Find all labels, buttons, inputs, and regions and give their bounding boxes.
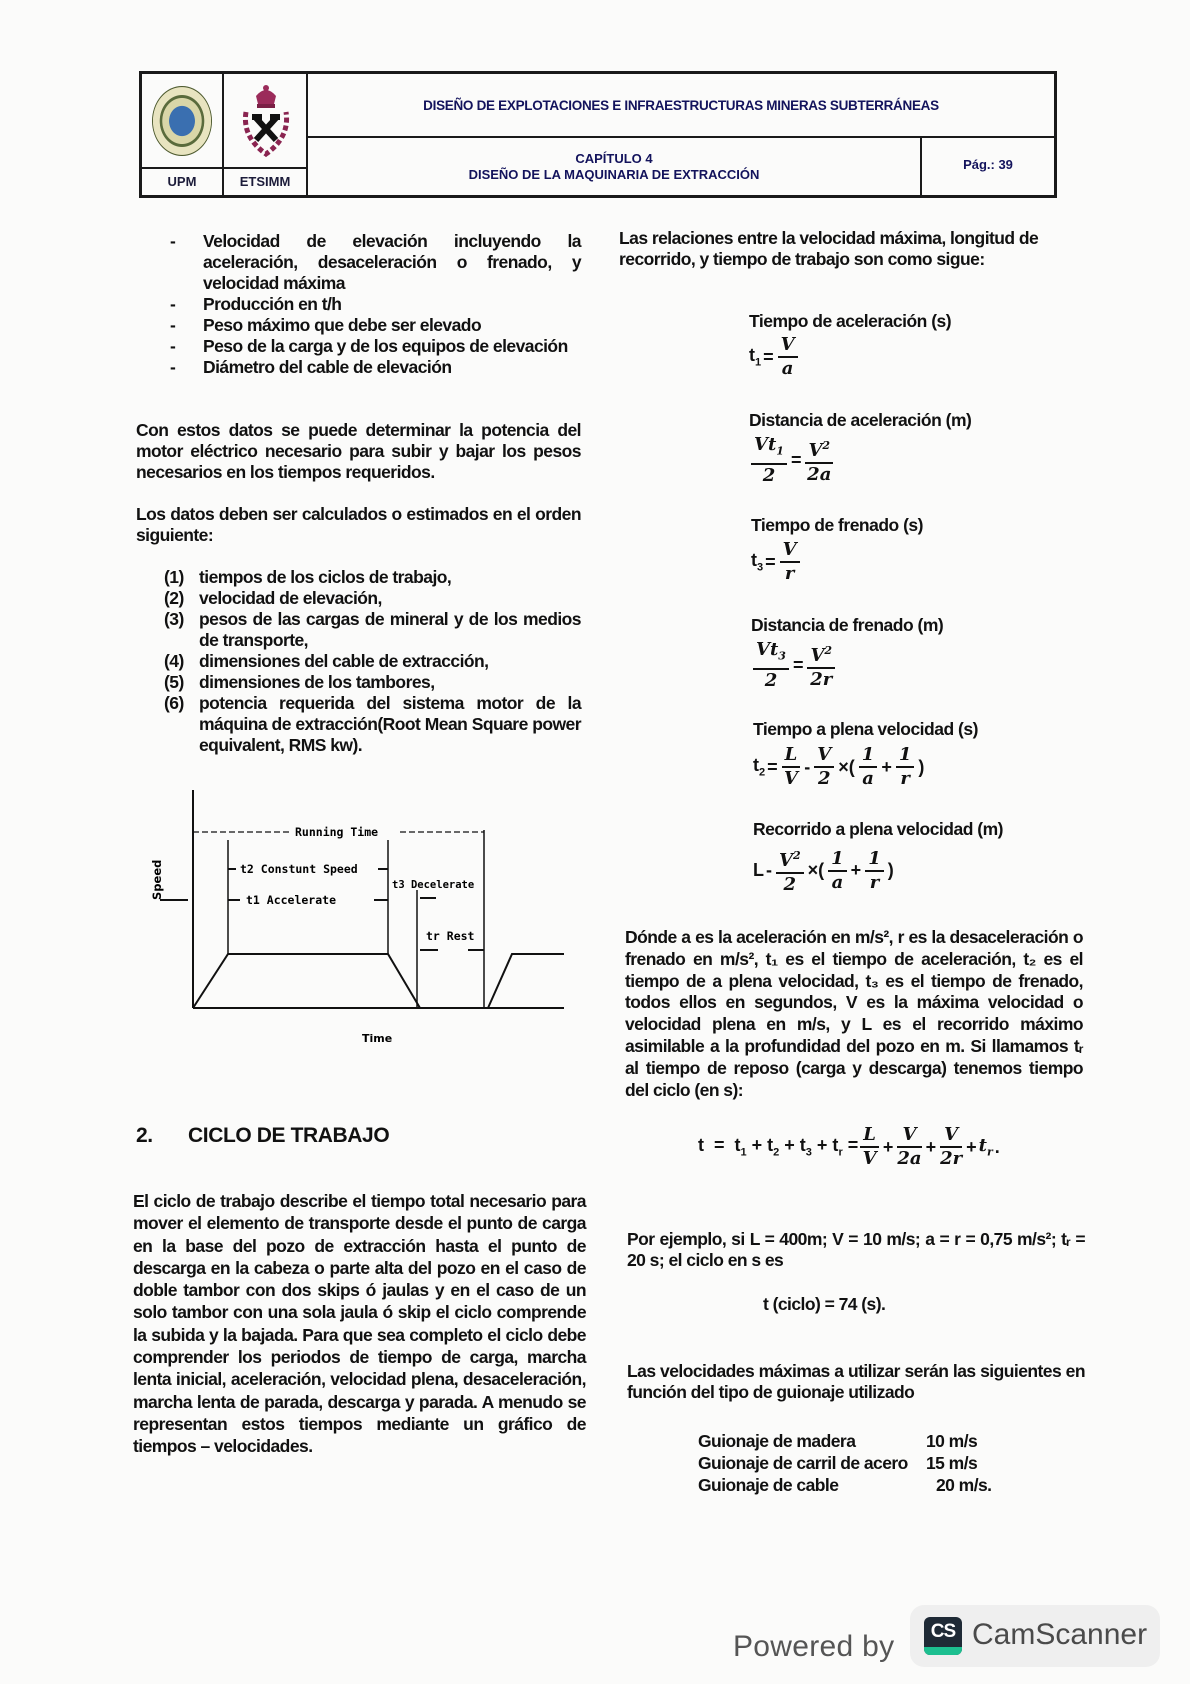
- powered-by-text: Powered by: [733, 1630, 895, 1663]
- paragraph: El ciclo de trabajo describe el tiempo total necesario para mover el elemento de transporte desde el punto de carga en la base del pozo de extracción hasta el punto de descarga en la cabeza o parte alta del pozo en el caso de doble tambor con dos skips ó jaulas y en el caso de un solo tambor con una sola jaula ó skip el ciclo comprende la subida y la bajada. Para que sea completo el ciclo debe comprender los periodos de tiempo de carga, marcha lenta inicial, aceleración, velocidad plena, desaceleración, marcha lenta de parada, descarga y parada. A menudo se representan estos tiempos mediante un gráfico de tiempos – velocidades.: [133, 1191, 586, 1457]
- list-item: (6) potencia requerida del sistema motor de la máquina de extracción(Root Mean Square power equivalent, RMS kw).: [164, 693, 581, 755]
- formula-label: Tiempo de aceleración (s): [749, 311, 952, 331]
- paragraph: Con estos datos se puede determinar la potencia del motor eléctrico necesario para subir y bajar los pesos necesarios en los tiempos requeridos.: [136, 420, 581, 482]
- list-item: (1) tiempos de los ciclos de trabajo,: [164, 567, 452, 587]
- list-item: - Peso máximo que debe ser elevado: [170, 315, 482, 335]
- chapter-title: DISEÑO DE LA MAQUINARIA DE EXTRACCIÓN: [468, 167, 760, 182]
- page-number: Pág.: 39: [963, 157, 1013, 172]
- etsimm-label: ETSIMM: [224, 167, 306, 195]
- speed-axis-label: Speed: [150, 859, 164, 900]
- camscanner-name: CamScanner: [972, 1618, 1148, 1651]
- formula-cycle-time: $t = t_1 + t_2 + t_3 + t_r$ = $\frac{L}{V}$ + $\frac{V}{2a}$ + $\frac{V}{2r}$ + $t_r$ .: [698, 1124, 1000, 1169]
- running-time-label: Running Time: [295, 825, 379, 839]
- formula-brake-distance: $\frac{Vt_3}{2}$ = $\frac{V^2}{2r}$: [751, 639, 837, 692]
- list-item: (2) velocidad de elevación,: [164, 588, 382, 608]
- ordered-steps-list: [136, 567, 581, 756]
- paragraph: Por ejemplo, si L = 400m; V = 10 m/s; a = r = 0,75 m/s²; tᵣ = 20 s; el ciclo en s es: [627, 1229, 1085, 1270]
- time-axis-label: Time: [362, 1032, 393, 1045]
- formula-t2: $t_2$ = $\frac{L}{V}$ - $\frac{V}{2}$ ×( $\frac{1}{a}$ + $\frac{1}{r}$ ): [753, 744, 925, 789]
- list-item: (5) dimensiones de los tambores,: [164, 672, 435, 692]
- etsimm-logo-cell: [224, 74, 308, 195]
- t1-label: t1 Accelerate: [246, 893, 337, 907]
- paragraph: Las relaciones entre la velocidad máxima, longitud de recorrido, y tiempo de trabajo son como sigue:: [619, 228, 1039, 269]
- document-header: [139, 71, 1057, 198]
- tr-label: tr Rest: [426, 929, 475, 943]
- cycle-result: t (ciclo) = 74 (s).: [763, 1294, 886, 1314]
- chapter-block: [308, 138, 922, 195]
- formula-label: Distancia de aceleración (m): [749, 410, 972, 430]
- list-item: (3) pesos de las cargas de mineral y de los medios de transporte,: [164, 609, 581, 650]
- upm-label: UPM: [142, 167, 222, 195]
- list-item: - Velocidad de elevación incluyendo la aceleración, desaceleración o frenado, y velocidad máxima: [170, 231, 581, 293]
- formula-label: Tiempo a plena velocidad (s): [753, 719, 978, 739]
- speed-time-diagram: [140, 780, 580, 1060]
- speed-row: Guionaje de cable 20 m/s.: [698, 1475, 992, 1495]
- course-title: DISEÑO DE EXPLOTACIONES E INFRAESTRUCTURAS MINERAS SUBTERRÁNEAS: [308, 74, 1054, 138]
- speed-row: Guionaje de carril de acero 15 m/s: [698, 1453, 978, 1473]
- camscanner-logo-icon: CS: [924, 1617, 962, 1655]
- chapter-number: CAPÍTULO 4: [575, 151, 653, 166]
- t2-label: t2 Constunt Speed: [240, 862, 358, 876]
- upm-logo-cell: [142, 74, 224, 195]
- formula-accel-distance: $\frac{Vt_1}{2}$ = $\frac{V^2}{2a}$: [749, 434, 835, 487]
- requirements-list: [136, 231, 581, 378]
- list-item: (4) dimensiones del cable de extracción,: [164, 651, 489, 671]
- speed-table: [698, 1431, 998, 1497]
- paragraph: Los datos deben ser calculados o estimados en el orden siguiente:: [136, 504, 581, 545]
- formula-t3: $t_3$ = $\frac{V}{r}$: [751, 539, 802, 585]
- formula-label: Tiempo de frenado (s): [751, 515, 923, 535]
- list-item: - Peso de la carga y de los equipos de elevación: [170, 336, 568, 356]
- paragraph: Dónde a es la aceleración en m/s², r es la desaceleración o frenado en m/s², t₁ es el tiempo de aceleración, t₂ es el tiempo de a plena velocidad, t₃ es el tiempo de frenado, todos ellos en segundos, V es la máxima velocidad o velocidad plena en m/s, y L es el recorrido máximo asimilable a la profundidad del pozo en m. Si llamamos tᵣ al tiempo de reposo (carga y descarga) tenemos tiempo del ciclo (en s):: [625, 927, 1083, 1100]
- t3-label: t3 Decelerate: [392, 879, 475, 891]
- list-item: - Diámetro del cable de elevación: [170, 357, 452, 377]
- section-heading: 2. CICLO DE TRABAJO: [136, 1124, 390, 1147]
- formula-full-speed-distance: L - $\frac{V^2}{2}$ ×( $\frac{1}{a}$ + $\frac{1}{r}$ ): [753, 845, 896, 896]
- etsimm-crest-icon: [238, 82, 294, 162]
- speed-row: Guionaje de madera 10 m/s: [698, 1431, 978, 1451]
- upm-seal-icon: [152, 86, 212, 156]
- paragraph: Las velocidades máximas a utilizar serán las siguientes en función del tipo de guionaje utilizado: [627, 1361, 1085, 1402]
- formula-label: Distancia de frenado (m): [751, 615, 944, 635]
- formula-t1: $t_1$ = $\frac{V}{a}$: [749, 334, 800, 380]
- camscanner-badge[interactable]: [910, 1605, 1160, 1667]
- formula-label: Recorrido a plena velocidad (m): [753, 819, 1003, 839]
- list-item: - Producción en t/h: [170, 294, 342, 314]
